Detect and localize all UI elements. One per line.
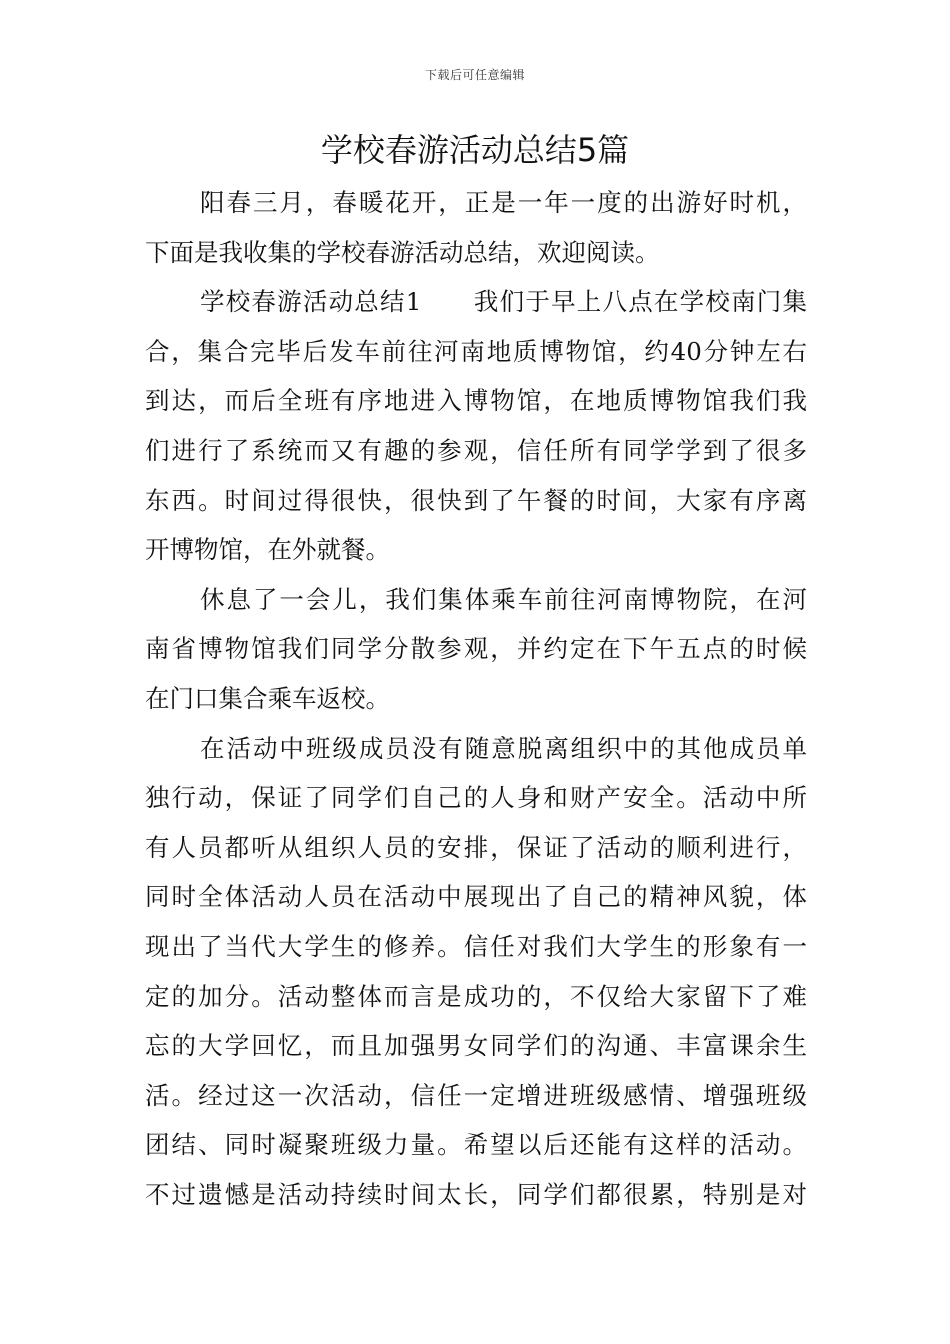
body-line: 有人员都听从组织人员的安排，保证了活动的顺利进行， — [145, 832, 807, 862]
body-line: 下面是我收集的学校春游活动总结，欢迎阅读。 — [145, 237, 660, 267]
header-note: 下载后可任意编辑 — [424, 68, 525, 82]
body-line: 南省博物馆我们同学分散参观，并约定在下午五点的时候 — [145, 634, 807, 664]
body-line: 忘的大学回忆，而且加强男女同学们的沟通、丰富课余生 — [145, 1031, 807, 1061]
document-title: 学校春游活动总结5篇 — [320, 131, 630, 169]
body-line: 同时全体活动人员在活动中展现出了自己的精神风貌，体 — [145, 882, 807, 912]
body-line: 活。经过这一次活动，信任一定增进班级感情、增强班级 — [145, 1080, 807, 1110]
document-body — [145, 178, 807, 1219]
body-line: 学校春游活动总结1 我们于早上八点在学校南门集 — [200, 287, 807, 317]
body-line: 定的加分。活动整体而言是成功的，不仅给大家留下了难 — [145, 981, 807, 1011]
body-line: 在门口集合乘车返校。 — [145, 683, 390, 713]
body-line: 在活动中班级成员没有随意脱离组织中的其他成员单 — [200, 733, 807, 763]
body-line: 阳春三月，春暖花开，正是一年一度的出游好时机， — [200, 188, 807, 217]
body-line: 合，集合完毕后发车前往河南地质博物馆，约40分钟左右 — [145, 336, 807, 366]
body-line: 独行动，保证了同学们自己的人身和财产安全。活动中所 — [145, 783, 807, 813]
body-line: 休息了一会儿，我们集体乘车前往河南博物院，在河 — [200, 584, 807, 614]
body-line: 东西。时间过得很快，很快到了午餐的时间，大家有序离 — [145, 485, 807, 515]
body-line: 团结、同时凝聚班级力量。希望以后还能有这样的活动。 — [145, 1130, 807, 1160]
body-line: 们进行了系统而又有趣的参观，信任所有同学学到了很多 — [145, 435, 807, 465]
body-line: 不过遗憾是活动持续时间太长，同学们都很累，特别是对 — [145, 1179, 807, 1209]
body-line: 现出了当代大学生的修养。信任对我们大学生的形象有一 — [145, 931, 807, 961]
body-line: 到达，而后全班有序地进入博物馆，在地质博物馆我们我 — [145, 386, 807, 416]
body-line: 开博物馆，在外就餐。 — [145, 535, 390, 565]
